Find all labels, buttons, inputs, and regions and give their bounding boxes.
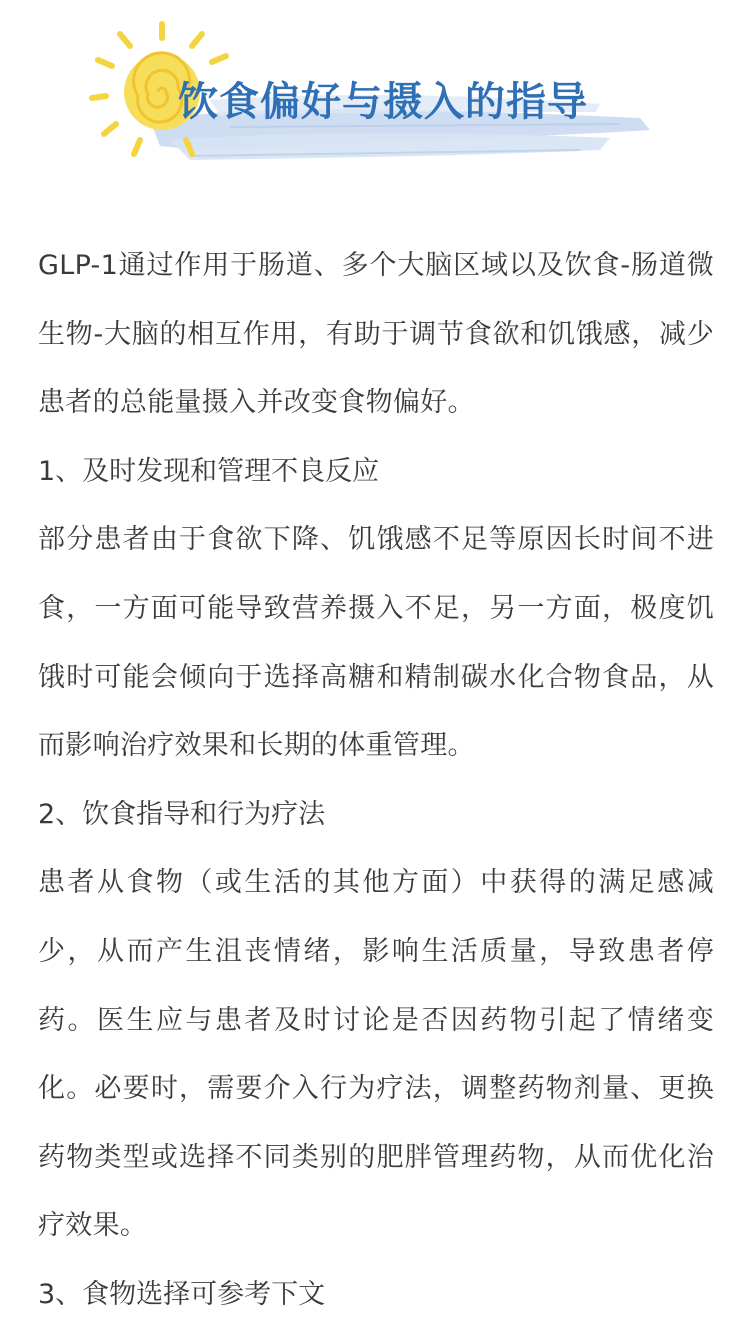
header (0, 0, 750, 200)
section-heading-1: 1、及时发现和管理不良反应 (38, 455, 380, 487)
section-heading-3: 3、食物选择可参考下文 (38, 1278, 326, 1310)
section-heading-2: 2、饮食指导和行为疗法 (38, 798, 326, 830)
page-title: 饮食偏好与摄入的指导 (178, 79, 588, 125)
section-body-1: 部分患者由于食欲下降、饥饿感不足等原因长时间不进食，一方面可能导致营养摄入不足，另一方面，极度饥饿时可能会倾向于选择高糖和精制碳水化合物食品，从而影响治疗效果和长期的体重管理。 (38, 524, 714, 762)
article-body (38, 232, 714, 1330)
section-body-2: 患者从食物（或生活的其他方面）中获得的满足感减少，从而产生沮丧情绪，影响生活质量，导致患者停药。医生应与患者及时讨论是否因药物引起了情绪变化。必要时，需要介入行为疗法，调整药物剂量、更换药物类型或选择不同类别的肥胖管理药物，从而优化治疗效果。 (38, 867, 714, 1242)
intro-paragraph: GLP-1通过作用于肠道、多个大脑区域以及饮食-肠道微生物-大脑的相互作用，有助于调节食欲和饥饿感，减少患者的总能量摄入并改变食物偏好。 (38, 250, 714, 419)
